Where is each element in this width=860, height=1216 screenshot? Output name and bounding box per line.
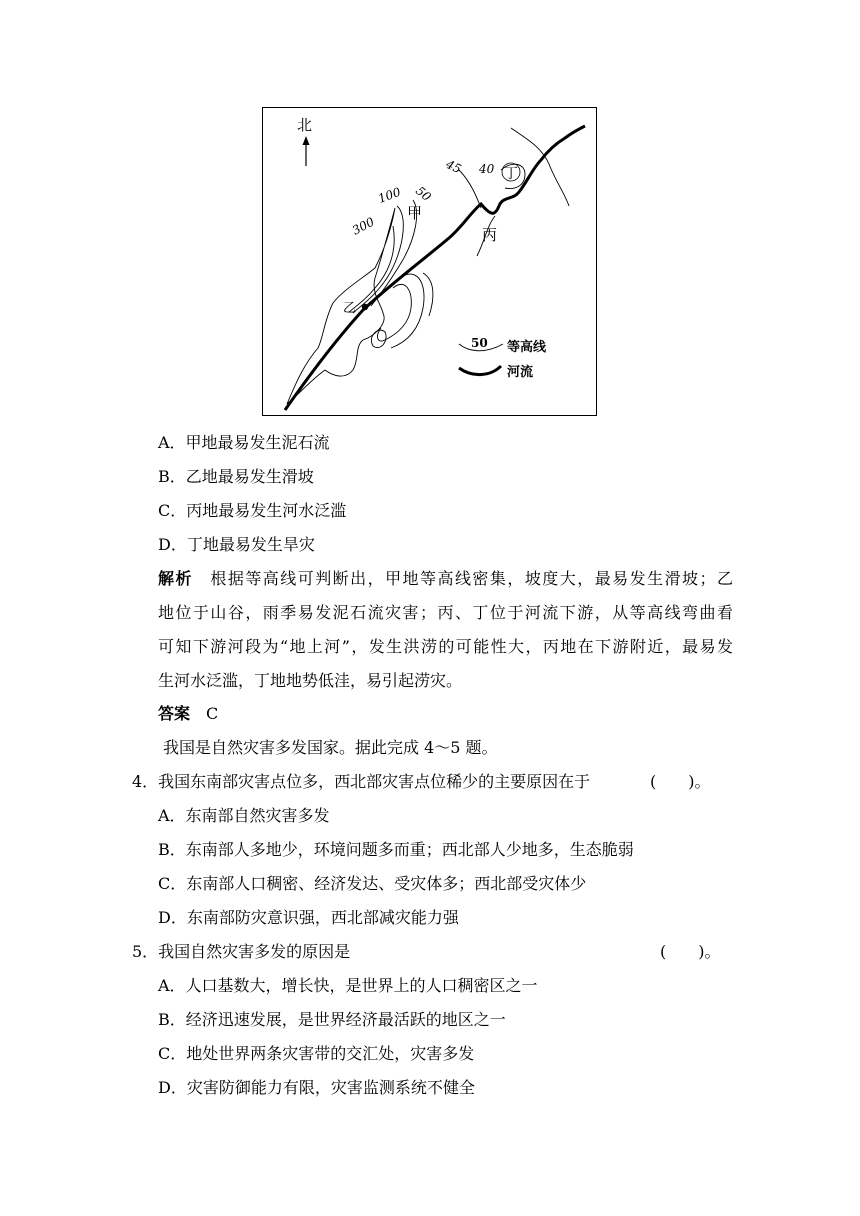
q5-option-c: C．地处世界两条灾害带的交汇处，灾害多发: [158, 1044, 475, 1063]
answer-value: C: [206, 704, 219, 723]
legend-contour-value: 50: [471, 336, 488, 350]
map-legend: [459, 336, 547, 380]
river-line: [285, 126, 585, 410]
q4-option-c: C．东南部人口稠密、经济发达、受灾体多；西北部受灾体少: [158, 874, 587, 893]
q4-option-b: B．东南部人多地少，环境问题多而重；西北部人少地多，生态脆弱: [158, 840, 634, 859]
q4-stem: 4．我国东南部灾害点位多，西北部灾害点位稀少的主要原因在于: [132, 772, 591, 791]
contour-map-svg: [263, 108, 598, 417]
q4-option-d: D．东南部防灾意识强，西北部减灾能力强: [158, 908, 459, 927]
label-ding: 丁: [504, 166, 518, 182]
analysis-line-1: 解析 根据等高线可判断出，甲地等高线密集，坡度大，最易发生滑坡；乙: [158, 569, 733, 588]
analysis-label: 解析: [158, 569, 193, 588]
q4-answer-paren: ( )。: [650, 772, 711, 791]
q4-option-a: A．东南部自然灾害多发: [158, 806, 330, 825]
legend-contour-label: 等高线: [507, 340, 547, 355]
contour-value-50: 50: [413, 183, 434, 205]
answer-line: [158, 704, 218, 724]
contour-line-outer: [287, 208, 395, 404]
q5-option-b: B．经济迅速发展，是世界经济最活跃的地区之一: [158, 1010, 506, 1029]
q3-option-c: C．丙地最易发生河水泛滥: [158, 501, 347, 520]
q5-option-d: D．灾害防御能力有限，灾害监测系统不健全: [158, 1078, 475, 1097]
north-arrow-icon: [303, 136, 310, 166]
contour-value-40: 40: [479, 162, 495, 176]
q5-answer-paren: ( )。: [660, 942, 721, 961]
q5-option-a: A．人口基数大，增长快，是世界上的人口稠密区之一: [158, 976, 538, 995]
contour-value-100: 100: [376, 184, 403, 206]
contour-map-figure: [262, 107, 597, 416]
contour-line-inner-2: [391, 274, 424, 348]
label-jia: 甲: [407, 204, 423, 222]
point-yi-marker: [362, 304, 368, 310]
contour-line-45: [459, 170, 481, 208]
label-yi: 乙: [343, 301, 357, 316]
contour-value-45: 45: [443, 157, 464, 177]
contour-value-300: 300: [349, 214, 377, 238]
answer-label: 答案: [158, 704, 191, 723]
q3-option-b: B．乙地最易发生滑坡: [158, 467, 314, 486]
analysis-line-3: 可知下游河段为“地上河”，发生洪涝的可能性大，丙地在下游附近，最易发: [158, 637, 733, 656]
analysis-line-4: 生河水泛滥，丁地地势低洼，易引起涝灾。: [158, 671, 463, 690]
q5-stem: 5．我国自然灾害多发的原因是: [132, 942, 351, 961]
contour-line-small-loop: [371, 330, 386, 347]
legend-river-label: 河流: [507, 365, 534, 380]
legend-river-symbol: [459, 366, 501, 375]
analysis-block: [158, 562, 733, 698]
label-bing: 丙: [482, 226, 498, 244]
q3-option-d: D．丁地最易发生旱灾: [158, 535, 315, 554]
q3-option-a: A．甲地最易发生泥石流: [158, 433, 330, 452]
analysis-line-2: 地位于山谷，雨季易发泥石流灾害；丙、丁位于河流下游，从等高线弯曲看: [158, 603, 733, 622]
group-intro: 我国是自然灾害多发国家。据此完成 4～5 题。: [163, 738, 498, 757]
north-label: 北: [297, 116, 313, 134]
